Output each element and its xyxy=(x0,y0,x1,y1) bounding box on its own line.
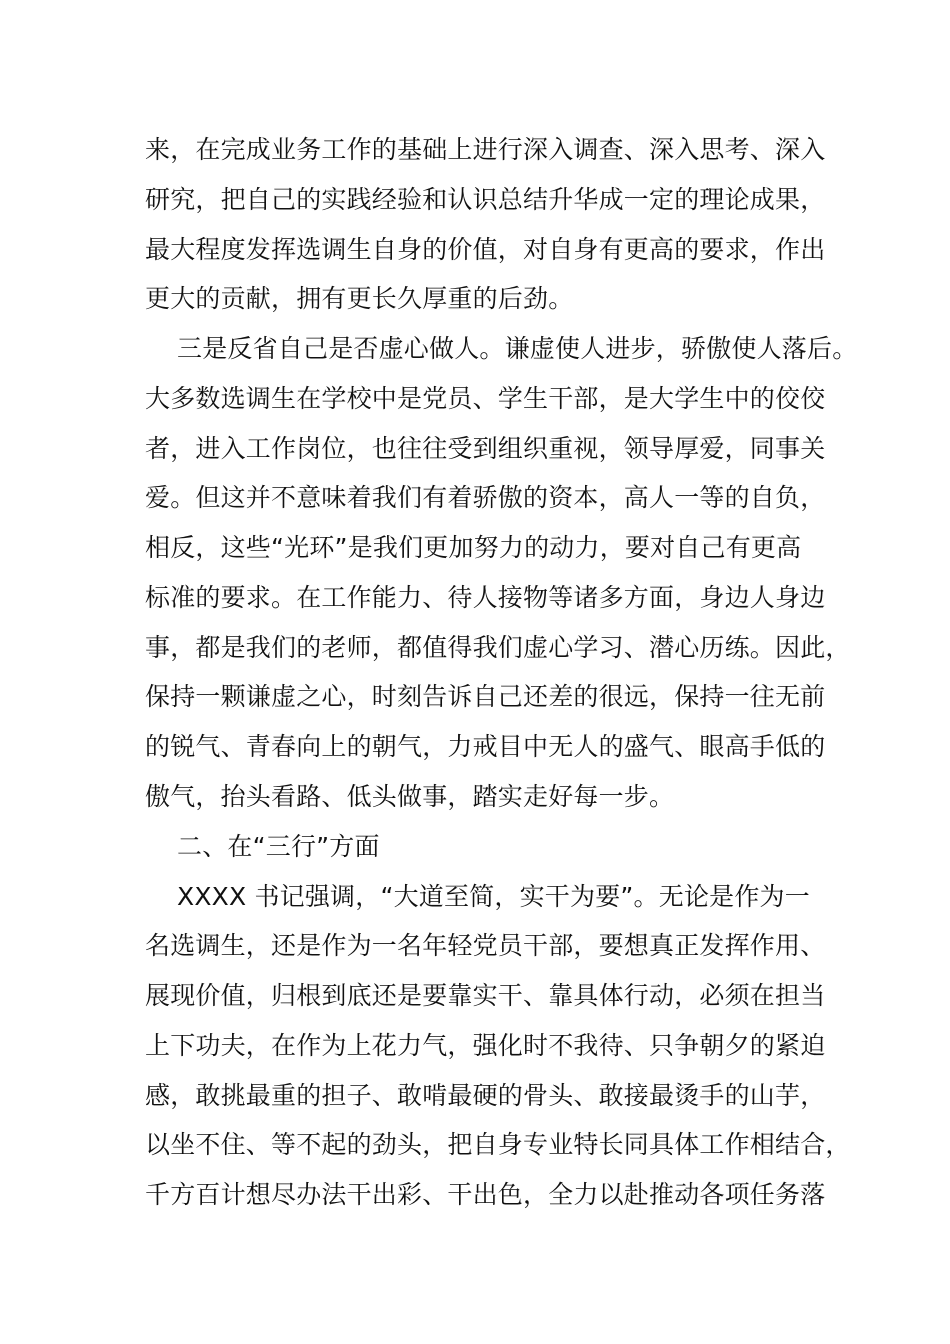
text-line: 研究，把自己的实践经验和认识总结升华成一定的理论成果， xyxy=(145,185,826,214)
text-line: 爱。但这并不意味着我们有着骄傲的资本，高人一等的自负， xyxy=(145,483,826,512)
paragraph-first-line: XXXX 书记强调，“大道至简，实干为要”。无论是作为一 xyxy=(177,882,810,911)
text-line: 名选调生，还是作为一名年轻党员干部，要想真正发挥作用、 xyxy=(145,931,826,960)
text-line: 上下功夫，在作为上花力气，强化时不我待、只争朝夕的紧迫 xyxy=(145,1031,826,1060)
text-line: 的锐气、青春向上的朝气，力戒目中无人的盛气、眼高手低的 xyxy=(145,732,826,761)
text-line: 展现价值，归根到底还是要靠实干、靠具体行动，必须在担当 xyxy=(145,981,826,1010)
text-line: 来，在完成业务工作的基础上进行深入调查、深入思考、深入 xyxy=(145,135,826,164)
text-line: 标准的要求。在工作能力、待人接物等诸多方面，身边人身边 xyxy=(145,583,826,612)
text-line: 最大程度发挥选调生自身的价值，对自身有更高的要求，作出 xyxy=(145,235,826,264)
section-heading: 二、在“三行”方面 xyxy=(177,832,380,861)
text-line: 大多数选调生在学校中是党员、学生干部，是大学生中的佼佼 xyxy=(145,384,826,413)
paragraph-first-line: 三是反省自己是否虚心做人。谦虚使人进步，骄傲使人落后。 xyxy=(177,334,858,363)
text-line: 感，敢挑最重的担子、敢啃最硬的骨头、敢接最烫手的山芋， xyxy=(145,1081,826,1110)
text-line: 傲气，抬头看路、低头做事，踏实走好每一步。 xyxy=(145,782,675,811)
text-line: 保持一颗谦虚之心，时刻告诉自己还差的很远，保持一往无前 xyxy=(145,682,826,711)
text-line: 更大的贡献，拥有更长久厚重的后劲。 xyxy=(145,284,574,313)
text-line: 相反，这些“光环”是我们更加努力的动力，要对自己有更高 xyxy=(145,533,802,562)
text-line: 千方百计想尽办法干出彩、干出色，全力以赴推动各项任务落 xyxy=(145,1180,826,1209)
text-line: 以坐不住、等不起的劲头，把自身专业特长同具体工作相结合， xyxy=(145,1130,851,1159)
text-line: 者，进入工作岗位，也往往受到组织重视，领导厚爱，同事关 xyxy=(145,434,826,463)
text-line: 事，都是我们的老师，都值得我们虚心学习、潜心历练。因此， xyxy=(145,633,851,662)
